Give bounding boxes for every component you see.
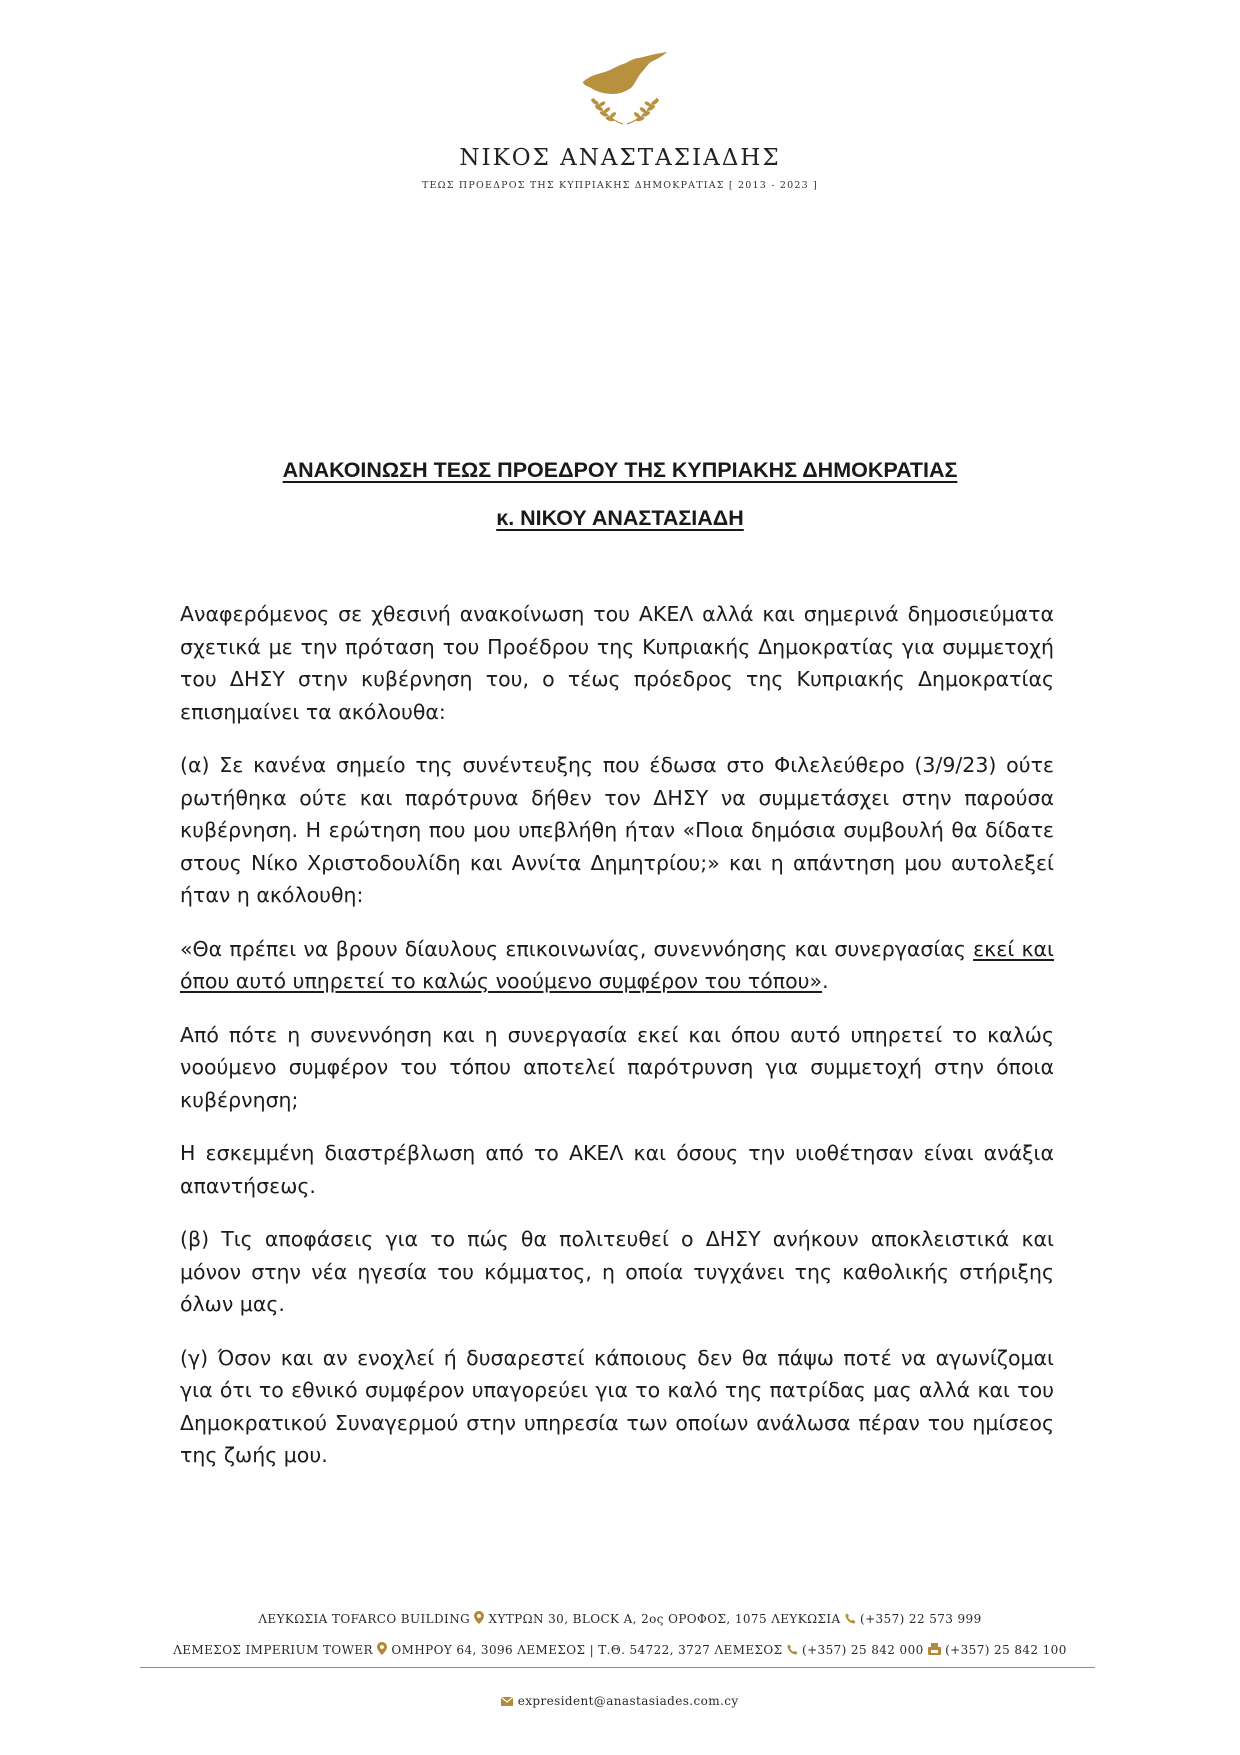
quote-underlined: εκεί και όπου αυτό υπηρετεί το καλώς νοούμενο συμφέρον του τόπου» bbox=[180, 936, 1054, 993]
quote-text: «Θα πρέπει να βρουν δίαυλους επικοινωνίας, συνεννόησης και συνεργασίας bbox=[180, 936, 974, 961]
footer-divider bbox=[140, 1667, 1095, 1668]
paragraph-question: Από πότε η συνεννόηση και η συνεργασία εκεί και όπου αυτό υπηρετεί το καλώς νοούμενο συμφέρον του τόπου αποτελεί παρότρυνση για συμμετοχή στην όποια κυβέρνηση; bbox=[180, 1022, 1054, 1112]
paragraph-b: (β) Τις αποφάσεις για το πώς θα πολιτευθεί ο ΔΗΣΥ ανήκουν αποκλειστικά και μόνον στην νέα ηγεσία του κόμματος, η οποία τυγχάνει της καθολικής στήριξης όλων μας. bbox=[180, 1227, 1054, 1316]
letterhead-name: ΝΙΚΟΣ ΑΝΑΣΤΑΣΙΑΔΗΣ bbox=[459, 145, 781, 171]
location-pin-icon bbox=[377, 1642, 387, 1655]
footer-nicosia-address: ΧΥΤΡΩΝ 30, BLOCK A, 2ος ΟΡΟΦΟΣ, 1075 ΛΕΥΚΩΣΙΑ bbox=[488, 1612, 841, 1626]
footer-nicosia-label: ΛΕΥΚΩΣΙΑ TOFARCO BUILDING bbox=[258, 1612, 471, 1626]
letterhead-subtitle: ΤΕΩΣ ΠΡΟΕΔΡΟΣ ΤΗΣ ΚΥΠΡΙΑΚΗΣ ΔΗΜΟΚΡΑΤΙΑΣ [ 2013 - 2023 ] bbox=[422, 180, 818, 191]
footer-limassol-phone: (+357) 25 842 000 bbox=[802, 1643, 924, 1657]
paragraph-quote bbox=[180, 933, 1054, 998]
phone-icon bbox=[845, 1613, 856, 1624]
fax-icon bbox=[928, 1643, 941, 1655]
paragraph-a: (α) Σε κανένα σημείο της συνέντευξης που έδωσα στο Φιλελεύθερο (3/9/23) ούτε ρωτήθηκα ούτε και παρότρυνα δήθεν τον ΔΗΣΥ να συμμετάσχει στην παρούσα κυβέρνηση. Η ερώτηση που μου υπεβλήθη ήταν «Ποια δημόσια συμβουλή θα δίδατε στους Νίκο Χριστοδουλίδη και Αννίτα Δημητρίου;» και η απάντηση μου αυτολεξεί ήταν η ακόλουθη: bbox=[180, 753, 1054, 907]
phone-icon bbox=[787, 1644, 798, 1655]
announcement-subtitle: κ. ΝΙΚΟΥ ΑΝΑΣΤΑΣΙΑΔΗ bbox=[496, 506, 744, 530]
footer-limassol bbox=[0, 1642, 1240, 1657]
email-icon bbox=[501, 1697, 513, 1706]
paragraph-intro: Αναφερόμενος σε χθεσινή ανακοίνωση του ΑΚΕΛ αλλά και σημερινά δημοσιεύματα σχετικά με την πρόταση του Προέδρου της Κυπριακής Δημοκρατίας για συμμετοχή του ΔΗΣΥ στην κυβέρνηση του, ο τέως πρόεδρος της Κυπριακής Δημοκρατίας επισημαίνει τα ακόλουθα: bbox=[180, 602, 1054, 724]
quote-end: . bbox=[822, 969, 829, 993]
footer-limassol-fax: (+357) 25 842 100 bbox=[945, 1643, 1067, 1657]
location-pin-icon bbox=[474, 1611, 484, 1624]
cyprus-emblem-logo bbox=[575, 52, 675, 134]
footer-nicosia bbox=[0, 1611, 1240, 1626]
footer-limassol-label: ΛΕΜΕΣΟΣ IMPERIUM TOWER bbox=[173, 1643, 373, 1657]
paragraph-distortion: Η εσκεμμένη διαστρέβλωση από το ΑΚΕΛ και όσους την υιοθέτησαν είναι ανάξια απαντήσεως. bbox=[180, 1141, 1054, 1198]
footer-nicosia-phone: (+357) 22 573 999 bbox=[859, 1612, 982, 1626]
footer-limassol-address: ΟΜΗΡΟΥ 64, 3096 ΛΕΜΕΣΟΣ | Τ.Θ. 54722, 3727 ΛΕΜΕΣΟΣ bbox=[391, 1643, 783, 1657]
footer-email[interactable]: expresident@anastasiades.com.cy bbox=[517, 1694, 739, 1708]
footer-email-row bbox=[0, 1694, 1240, 1708]
paragraph-c: (γ) Όσον και αν ενοχλεί ή δυσαρεστεί κάποιους δεν θα πάψω ποτέ να αγωνίζομαι για ότι το εθνικό συμφέρον υπαγορεύει για το καλό της πατρίδας μας αλλά και του Δημοκρατικού Συναγερμού στην υπηρεσία των οποίων ανάλωσα πέραν του ημίσεος της ζωής μου. bbox=[180, 1345, 1054, 1467]
announcement-title: ΑΝΑΚΟΙΝΩΣΗ ΤΕΩΣ ΠΡΟΕΔΡΟΥ ΤΗΣ ΚΥΠΡΙΑΚΗΣ ΔΗΜΟΚΡΑΤΙΑΣ bbox=[282, 458, 958, 482]
document-body bbox=[180, 598, 1054, 1493]
